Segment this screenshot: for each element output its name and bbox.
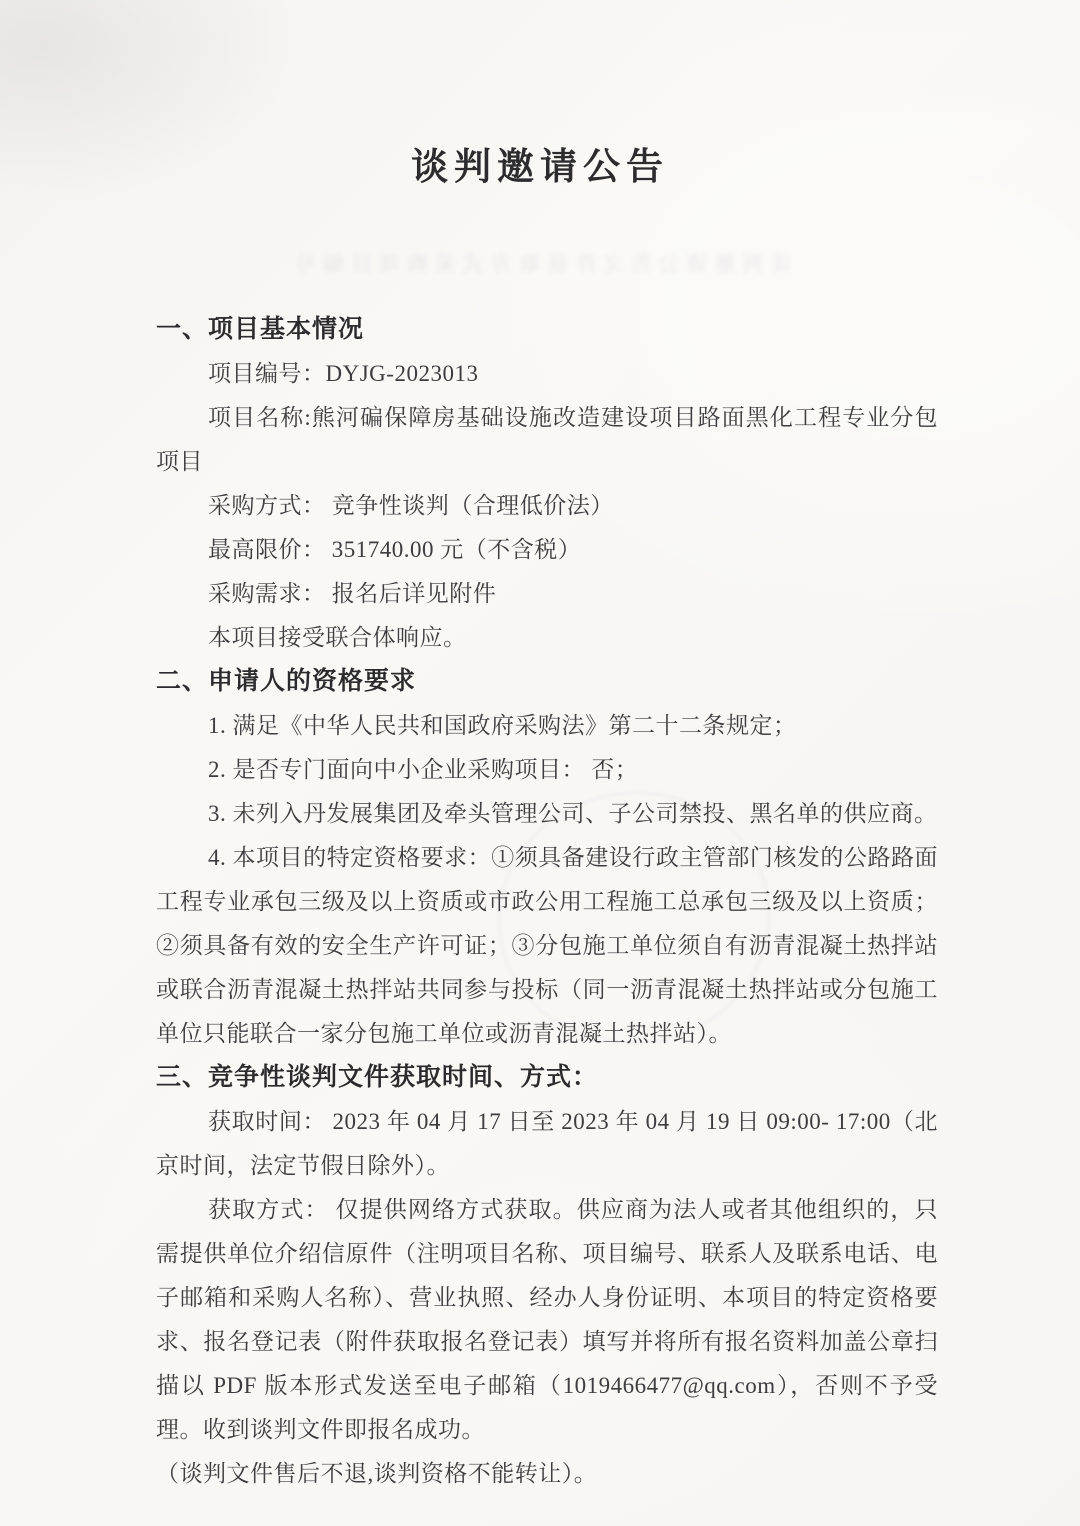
- project-number-line: 项目编号：DYJG-2023013: [208, 361, 479, 386]
- project-name-line: 项目名称:熊河碥保障房基础设施改造建设项目路面黑化工程专业分包项目: [156, 405, 938, 474]
- document-title: 谈判邀请公告: [411, 147, 669, 188]
- max-price-line: 最高限价： 351740.00 元（不含税）: [208, 537, 582, 562]
- section-1-heading: 一、项目基本情况: [156, 316, 365, 343]
- procurement-method-line: 采购方式： 竞争性谈判（合理低价法）: [208, 493, 614, 518]
- section-3-heading: 三、竞争性谈判文件获取时间、方式：: [156, 1064, 599, 1091]
- qualification-item-1: 1. 满足《中华人民共和国政府采购法》第二十二条规定；: [208, 713, 797, 738]
- obtain-method-paragraph: 获取方式： 仅提供网络方式获取。供应商为法人或者其他组织的，只需提供单位介绍信原件（注明项目名称、项目编号、联系人及联系电话、电子邮箱和采购人名称）、营业执照、经办人身份证明、本项目的特定资格要求、报名登记表（附件获取报名登记表）填写并将所有报名资料加盖公章扫描以 PDF 版本形式发送至电子邮箱（1019466477@qq.com），否则不予受理。收到谈判文件即报名成功。: [156, 1197, 938, 1442]
- obtain-time-paragraph: 获取时间： 2023 年 04 月 17 日至 2023 年 04 月 19 日 09:00- 17:00（北京时间，法定节假日除外）。: [156, 1109, 938, 1178]
- qualification-item-2: 2. 是否专门面向中小企业采购项目： 否；: [208, 757, 639, 782]
- consortium-line: 本项目接受联合体响应。: [208, 625, 467, 650]
- qualification-item-4: 4. 本项目的特定资格要求：①须具备建设行政主管部门核发的公路路面工程专业承包三级及以上资质或市政公用工程施工总承包三级及以上资质；②须具备有效的安全生产许可证；③分包施工单位须自有沥青混凝土热拌站或联合沥青混凝土热拌站共同参与投标（同一沥青混凝土热拌站或分包施工单位只能联合一家分包施工单位或沥青混凝土热拌站）。: [156, 845, 938, 1046]
- document-body: [156, 308, 938, 1496]
- procurement-demand-line: 采购需求： 报名后详见附件: [208, 581, 497, 606]
- bleed-through-ghost-text: 谈判邀请公告文件获取方式采购项目编号: [288, 252, 792, 276]
- qualification-item-3: 3. 未列入丹发展集团及牵头管理公司、子公司禁投、黑名单的供应商。: [208, 801, 938, 826]
- non-refundable-note: （谈判文件售后不退,谈判资格不能转让）。: [156, 1461, 598, 1486]
- section-2-heading: 二、申请人的资格要求: [156, 668, 417, 695]
